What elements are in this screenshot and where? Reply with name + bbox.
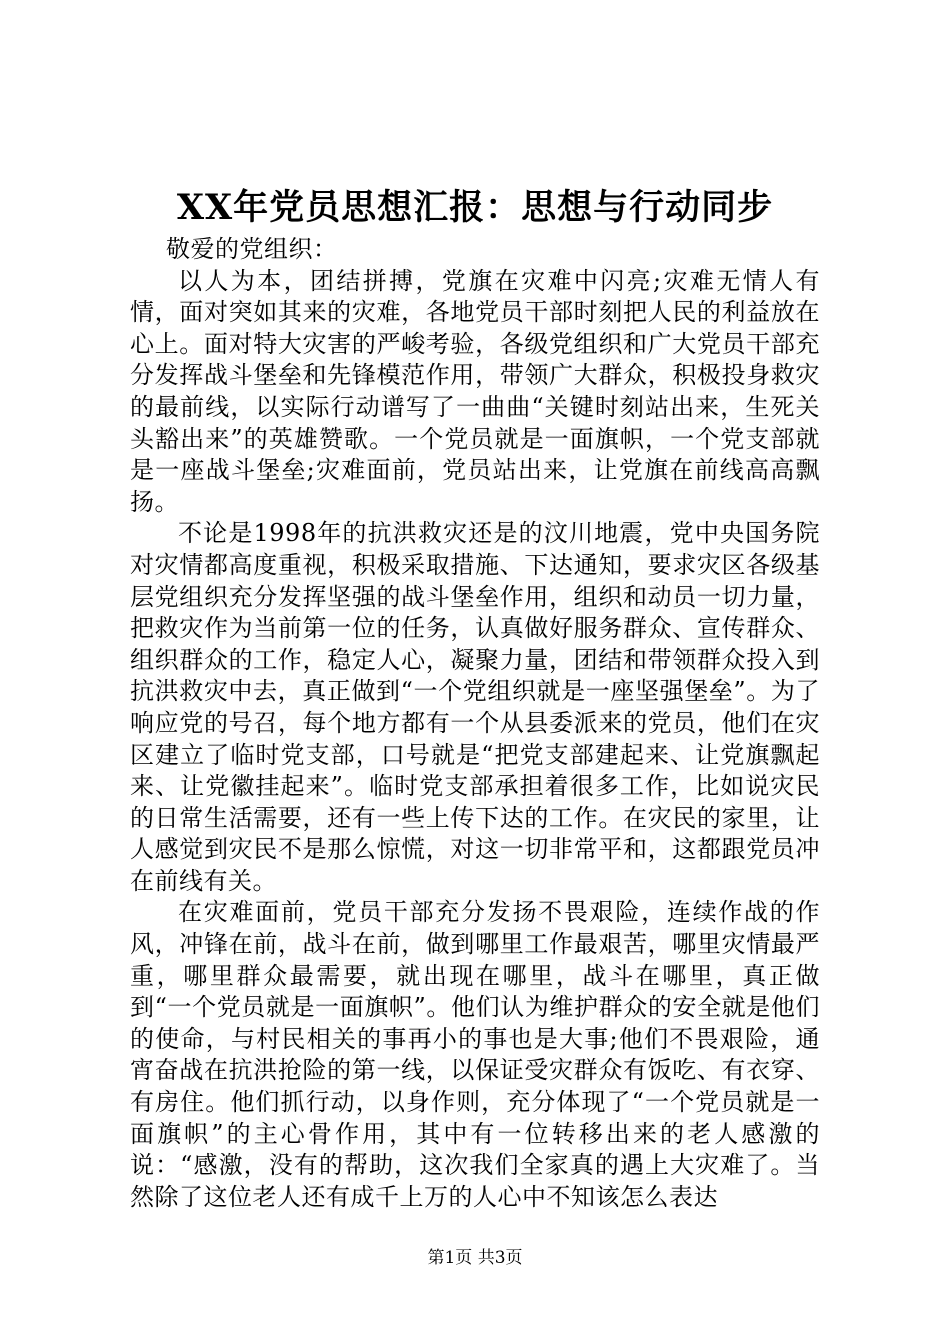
document-body (130, 234, 820, 1213)
document-title: XX年党员思想汇报：思想与行动同步 (176, 187, 774, 228)
paragraph-3: 在灾难面前，党员干部充分发扬不畏艰险，连续作战的作风，冲锋在前，战斗在前，做到哪里工作最艰苦，哪里灾情最严重，哪里群众最需要，就出现在哪里，战斗在哪里，真正做到“一个党员就是一面旗帜”。他们认为维护群众的安全就是他们的使命，与村民相关的事再小的事也是大事;他们不畏艰险，通宵奋战在抗洪抢险的第一线，以保证受灾群众有饭吃、有衣穿、有房住。他们抓行动，以身作则，充分体现了“一个党员就是一面旗帜”的主心骨作用，其中有一位转移出来的老人感激的说：“感激，没有的帮助，这次我们全家真的遇上大灾难了。当然除了这位老人还有成千上万的人心中不知该怎么表达 (130, 898, 820, 1211)
salutation: 敬爱的党组织： (166, 235, 338, 263)
paragraph-2: 不论是1998年的抗洪救灾还是的汶川地震，党中央国务院对灾情都高度重视，积极采取措施、下达通知，要求灾区各级基层党组织充分发挥坚强的战斗堡垒作用，组织和动员一切力量，把救灾作为当前第一位的任务，认真做好服务群众、宣传群众、组织群众的工作，稳定人心，凝聚力量，团结和带领群众投入到抗洪救灾中去，真正做到“一个党组织就是一座坚强堡垒”。为了响应党的号召，每个地方都有一个从县委派来的党员，他们在灾区建立了临时党支部，口号就是“把党支部建起来、让党旗飘起来、让党徽挂起来”。临时党支部承担着很多工作，比如说灾民的日常生活需要，还有一些上传下达的工作。在灾民的家里，让人感觉到灾民不是那么惊慌，对这一切非常平和，这都跟党员冲在前线有关。 (130, 519, 820, 895)
page-number-footer: 第1页 共3页 (427, 1248, 523, 1268)
paragraph-1: 以人为本，团结拼搏，党旗在灾难中闪亮;灾难无情人有情，面对突如其来的灾难，各地党员干部时刻把人民的利益放在心上。面对特大灾害的严峻考验，各级党组织和广大党员干部充分发挥战斗堡垒和先锋模范作用，带领广大群众，积极投身救灾的最前线，以实际行动谱写了一曲曲“关键时刻站出来，生死关头豁出来”的英雄赞歌。一个党员就是一面旗帜，一个党支部就是一座战斗堡垒;灾难面前，党员站出来，让党旗在前线高高飘扬。 (130, 266, 820, 516)
